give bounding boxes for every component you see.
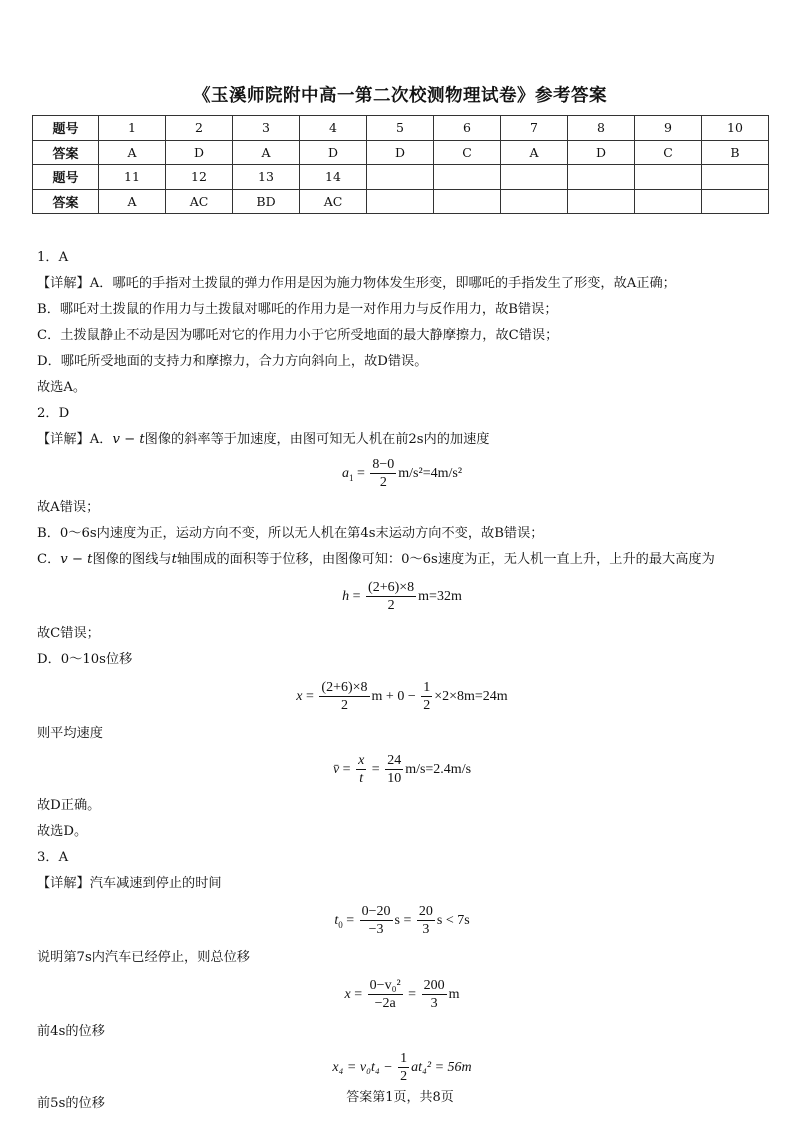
q3-4s-label: 前4s的位移	[37, 1024, 105, 1039]
q1-number: 1．A	[37, 250, 69, 265]
q1-detail-d: D．哪吒所受地面的支持力和摩擦力，合力方向斜向上，故D错误。	[37, 354, 428, 369]
q3-5s-label: 前5s的位移	[37, 1096, 105, 1111]
table-cell	[434, 165, 501, 190]
eq-result: ×2×8m=24m	[434, 689, 508, 704]
eq-equals: =	[302, 689, 318, 704]
q2-detail-b: B．0～6s内速度为正，运动方向不变，所以无人机在第4s末运动方向不变，故B错误；	[37, 526, 544, 541]
fraction-numerator: 0−20	[361, 904, 391, 920]
table-header-cell: 题号	[33, 165, 99, 190]
eq-symbol: h	[342, 589, 350, 604]
fraction-denominator: 3	[430, 996, 438, 1012]
table-cell	[367, 165, 434, 190]
fraction-denominator: 3	[422, 922, 430, 938]
q2-d-correct: 故D正确。	[37, 798, 101, 813]
q2-detail-a-text: 图像的斜率等于加速度，由图可知无人机在前2s内的加速度	[144, 432, 490, 447]
table-cell: 12	[166, 165, 233, 190]
t-symbol: t	[171, 552, 177, 567]
fraction-numerator: 200	[423, 978, 445, 994]
table-row	[33, 140, 769, 165]
table-cell: 6	[434, 116, 501, 141]
equation-stop-time	[37, 897, 767, 945]
equation-acceleration	[37, 453, 767, 495]
table-row	[33, 189, 769, 214]
vt-symbol: v − t	[112, 432, 145, 447]
table-cell: 11	[99, 165, 166, 190]
fraction-numerator: 24	[387, 753, 402, 769]
table-cell: AC	[300, 189, 367, 214]
q2-conclusion: 故选D。	[37, 824, 88, 839]
table-cell: 1	[99, 116, 166, 141]
eq-symbol: v̄	[332, 762, 340, 777]
table-cell	[568, 189, 635, 214]
table-cell: AC	[166, 189, 233, 214]
table-cell	[702, 189, 769, 214]
fraction-denominator: 2	[379, 475, 387, 491]
fraction	[422, 977, 447, 1012]
fraction-denominator: 2	[340, 698, 348, 714]
q1-detail-b: B．哪吒对土拨鼠的作用力与土拨鼠对哪吒的作用力是一对作用力与反作用力，故B错误；	[37, 302, 558, 317]
fraction-numerator: 0−v₀²	[369, 978, 401, 994]
eq-equals: =	[342, 913, 358, 928]
eq-result: m/s=2.4m/s	[405, 762, 472, 777]
equation-height	[37, 573, 767, 621]
table-cell	[434, 189, 501, 214]
eq-symbol: x	[296, 689, 303, 704]
table-cell: 3	[233, 116, 300, 141]
fraction-denominator: t	[359, 771, 364, 787]
fraction-numerator: (2+6)×8	[321, 680, 368, 696]
eq-symbol: a	[341, 466, 349, 481]
eq-middle: m + 0 −	[371, 689, 420, 704]
eq-equals: =	[349, 589, 365, 604]
fraction	[370, 456, 396, 491]
fraction-denominator: 10	[387, 771, 402, 787]
fraction-denominator: −2a	[374, 996, 396, 1012]
fraction	[319, 679, 369, 714]
table-header-cell: 答案	[33, 189, 99, 214]
q2-c-wrong: 故C错误；	[37, 626, 100, 641]
q1-detail-c: C．土拨鼠静止不动是因为哪吒对它的作用力小于它所受地面的最大静摩擦力，故C错误；	[37, 328, 559, 343]
fraction	[398, 1050, 409, 1085]
table-cell: D	[300, 140, 367, 165]
fraction-numerator: x	[358, 753, 365, 769]
eq-equals: =	[368, 762, 384, 777]
table-cell	[367, 189, 434, 214]
q1-conclusion: 故选A。	[37, 380, 87, 395]
q2-number: 2．D	[37, 406, 70, 421]
vt-symbol: v − t	[60, 552, 93, 567]
q2-detail-a-prefix: 【详解】A．	[37, 432, 113, 447]
q2-average-velocity-label: 则平均速度	[37, 726, 103, 741]
fraction-numerator: 8−0	[372, 457, 395, 473]
eq-subscript: 0	[338, 919, 343, 930]
table-cell: BD	[233, 189, 300, 214]
eq-symbol: t	[334, 913, 339, 928]
eq-middle: s =	[394, 913, 415, 928]
fraction-denominator: 2	[423, 698, 431, 714]
eq-symbol: x	[344, 987, 351, 1002]
q2-detail-d: D．0～10s位移	[37, 652, 133, 667]
equation-total-displacement	[37, 971, 767, 1019]
table-cell: A	[99, 140, 166, 165]
table-cell	[568, 165, 635, 190]
fraction	[417, 903, 435, 938]
eq-result: s < 7s	[436, 913, 470, 928]
eq-result: m/s²=4m/s²	[398, 466, 463, 481]
eq-lhs: x₄ = v₀t₄ −	[332, 1060, 397, 1075]
table-header-cell: 题号	[33, 116, 99, 141]
fraction	[356, 752, 366, 787]
fraction-numerator: (2+6)×8	[368, 580, 415, 596]
fraction-denominator: 2	[387, 598, 395, 614]
table-cell	[501, 189, 568, 214]
q3-total-displacement-label: 说明第7s内汽车已经停止，则总位移	[37, 950, 250, 965]
table-cell	[501, 165, 568, 190]
table-cell	[702, 165, 769, 190]
table-cell: C	[434, 140, 501, 165]
page-footer: 答案第1页，共8页	[346, 1090, 454, 1105]
table-cell: 7	[501, 116, 568, 141]
table-cell: 2	[166, 116, 233, 141]
eq-equals: =	[339, 762, 355, 777]
table-cell: 5	[367, 116, 434, 141]
table-cell: B	[702, 140, 769, 165]
table-cell: 8	[568, 116, 635, 141]
fraction	[385, 752, 403, 787]
q2-detail-c-prefix: C．	[37, 552, 61, 567]
document-title: 《玉溪师院附中高一第二次校测物理试卷》参考答案	[193, 86, 607, 106]
table-row	[33, 165, 769, 190]
table-cell: D	[367, 140, 434, 165]
fraction	[368, 977, 403, 1012]
fraction-numerator: 1	[423, 680, 431, 696]
equation-displacement	[37, 673, 767, 721]
solution-body	[37, 245, 767, 1117]
q3-number: 3．A	[37, 850, 69, 865]
fraction	[360, 903, 393, 938]
table-cell: A	[501, 140, 568, 165]
table-row	[33, 116, 769, 141]
q2-a-wrong: 故A错误；	[37, 500, 100, 515]
table-cell: A	[233, 140, 300, 165]
table-cell	[635, 165, 702, 190]
eq-result: at₄² = 56m	[411, 1060, 472, 1075]
table-cell: 4	[300, 116, 367, 141]
fraction	[421, 679, 432, 714]
q2-detail-c-text1: 图像的图线与	[92, 552, 172, 567]
fraction-denominator: −3	[368, 922, 384, 938]
table-cell: D	[166, 140, 233, 165]
equation-average-velocity	[37, 747, 767, 793]
equation-4s-displacement	[37, 1045, 767, 1091]
eq-equals: =	[353, 466, 369, 481]
table-cell	[635, 189, 702, 214]
table-cell: 10	[702, 116, 769, 141]
fraction	[366, 579, 416, 614]
table-header-cell: 答案	[33, 140, 99, 165]
eq-equals: =	[350, 987, 366, 1002]
eq-result: m	[448, 987, 460, 1002]
table-cell: A	[99, 189, 166, 214]
eq-equals: =	[404, 987, 420, 1002]
q1-detail-a: 【详解】A．哪吒的手指对土拨鼠的弹力作用是因为施力物体发生形变，即哪吒的手指发生了形变，故A正确；	[37, 276, 676, 291]
fraction-denominator: 2	[400, 1069, 408, 1085]
q2-detail-a	[37, 427, 767, 453]
table-cell: D	[568, 140, 635, 165]
fraction-numerator: 1	[400, 1051, 408, 1067]
table-cell: 14	[300, 165, 367, 190]
eq-result: m=32m	[418, 589, 462, 604]
q3-detail: 【详解】汽车减速到停止的时间	[37, 876, 222, 891]
eq-subscript: 1	[348, 472, 354, 483]
table-cell: 13	[233, 165, 300, 190]
q2-detail-c	[37, 547, 767, 573]
q2-detail-c-text2: 轴围成的面积等于位移，由图像可知：0～6s速度为正，无人机一直上升，上升的最大高度为	[176, 552, 715, 567]
fraction-numerator: 20	[418, 904, 433, 920]
table-cell: C	[635, 140, 702, 165]
answer-table	[32, 115, 769, 214]
table-cell: 9	[635, 116, 702, 141]
